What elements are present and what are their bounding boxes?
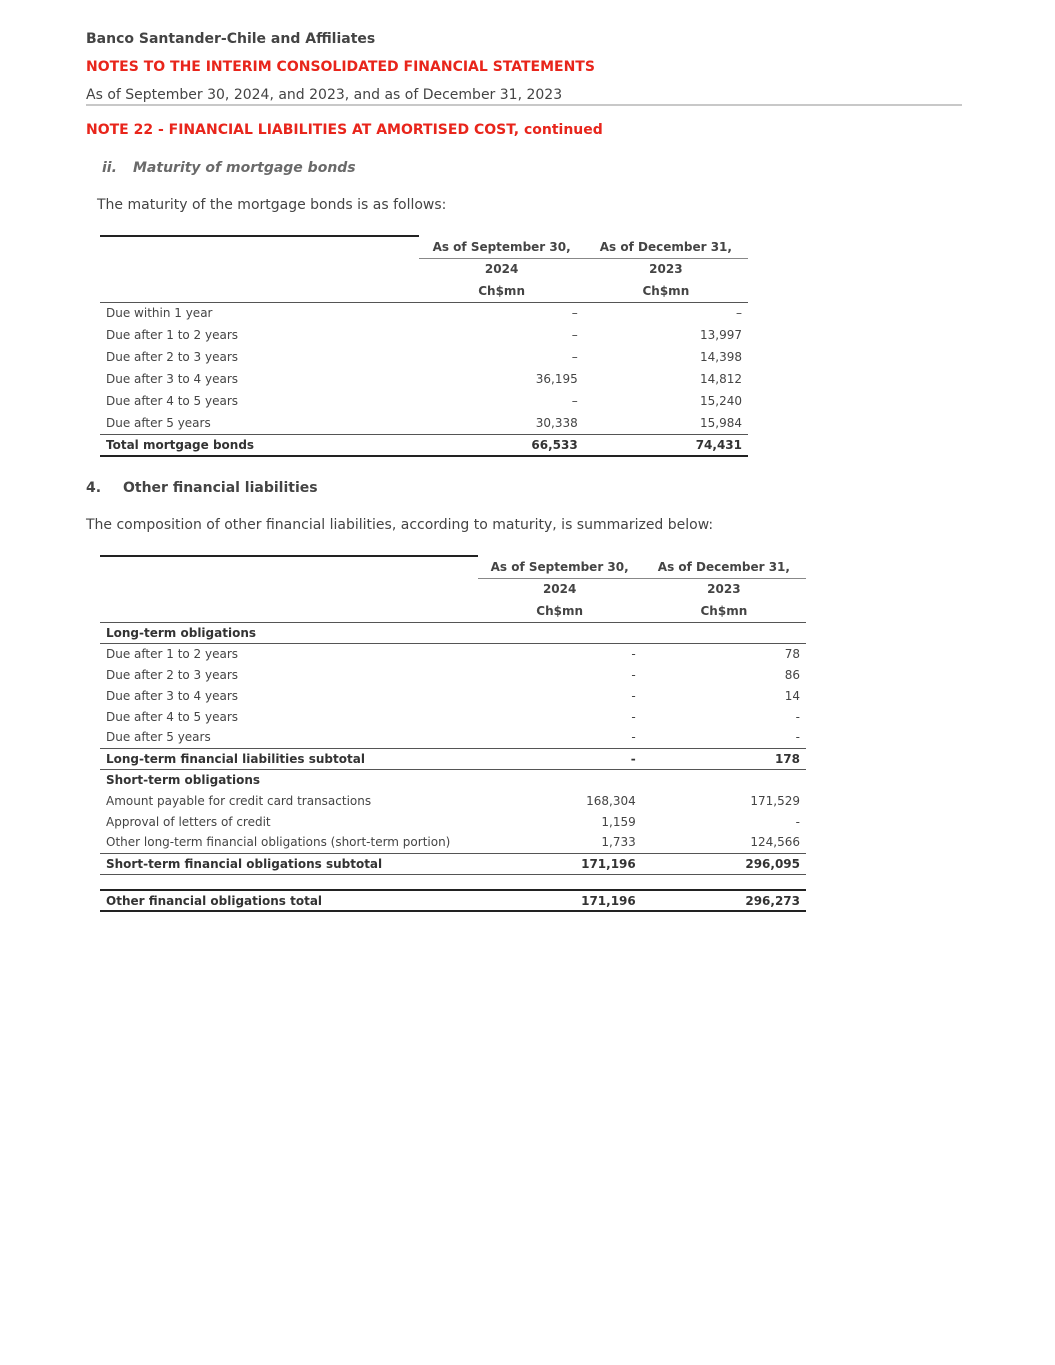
- row-value-2024: 30,338: [535, 415, 578, 430]
- row-value-2023: 124,566: [750, 835, 800, 850]
- col2-year: 2023: [584, 258, 748, 280]
- row-label: Amount payable for credit card transactions: [106, 793, 372, 808]
- table-row: [100, 706, 806, 727]
- row-label: Due after 4 to 5 years: [106, 709, 239, 724]
- total-value-2023: 74,431: [584, 434, 748, 456]
- row-value-2024: -: [631, 688, 636, 703]
- row-label: Due after 1 to 2 years: [106, 328, 239, 342]
- notes-title: NOTES TO THE INTERIM CONSOLIDATED FINANCIAL STATEMENTS: [86, 59, 595, 75]
- section-heading: [86, 480, 318, 496]
- total-value-2024: 66,533: [419, 434, 583, 456]
- table-row: [100, 302, 748, 324]
- reporting-dates: As of September 30, 2024, and 2023, and as of December 31, 2023: [86, 87, 563, 103]
- total-value-2023: 296,273: [642, 890, 806, 911]
- table-row: [100, 664, 806, 685]
- row-value-2023: –: [736, 306, 742, 321]
- total-row: [100, 890, 806, 911]
- row-value-2023: 14,398: [700, 350, 742, 364]
- col2-unit: Ch$mn: [642, 600, 806, 622]
- table-row: [100, 811, 806, 832]
- row-label: Due after 5 years: [106, 730, 211, 745]
- row-value-2023: 15,240: [700, 394, 742, 408]
- other-liabilities-intro: The composition of other financial liabilities, according to maturity, is summarized below:: [86, 517, 714, 533]
- group-heading-row: [100, 769, 806, 790]
- row-label: Due after 2 to 3 years: [106, 667, 239, 682]
- col1-unit: Ch$mn: [478, 600, 642, 622]
- row-value-2024: -: [631, 667, 636, 682]
- table-row: [100, 832, 806, 853]
- row-label: Due after 3 to 4 years: [106, 372, 239, 386]
- col2-unit: Ch$mn: [584, 280, 748, 302]
- col1-year: 2024: [478, 578, 642, 600]
- mortgage-subheading-text: Maturity of mortgage bonds: [133, 160, 356, 176]
- col2-year: 2023: [642, 578, 806, 600]
- other-financial-liabilities-table: [100, 555, 806, 912]
- section-heading-text: Other financial liabilities: [123, 480, 318, 496]
- company-name: Banco Santander-Chile and Affiliates: [86, 31, 376, 47]
- row-label: Other long-term financial obligations (short-term portion): [106, 835, 451, 850]
- row-value-2024: –: [571, 306, 578, 321]
- row-value-2024: -: [631, 730, 636, 745]
- row-value-2023: 13,997: [700, 328, 742, 342]
- col1-unit: Ch$mn: [419, 280, 583, 302]
- row-value-2024: –: [571, 394, 578, 408]
- row-value-2023: -: [795, 709, 800, 724]
- mortgage-subheading-numeral: ii.: [102, 160, 117, 176]
- row-value-2023: -: [795, 730, 800, 745]
- mortgage-bonds-table: [100, 235, 748, 457]
- mortgage-subheading: [102, 160, 356, 176]
- table-header-row: [100, 236, 748, 258]
- table-row: [100, 643, 806, 664]
- row-value-2023: 14: [784, 688, 800, 703]
- table-header-row: [100, 280, 748, 302]
- row-label: Due after 2 to 3 years: [106, 350, 239, 364]
- row-value-2024: –: [571, 350, 578, 364]
- row-value-2023: 15,984: [700, 415, 742, 430]
- row-label: Due after 1 to 2 years: [106, 646, 239, 661]
- table-row: [100, 727, 806, 748]
- row-value-2024: 36,195: [535, 372, 578, 386]
- subtotal-value-2023: 296,095: [642, 853, 806, 874]
- row-label: Due after 5 years: [106, 415, 211, 430]
- header-divider: [86, 104, 962, 106]
- row-label: Due after 3 to 4 years: [106, 688, 239, 703]
- subtotal-row: [100, 853, 806, 874]
- total-label: Other financial obligations total: [100, 890, 478, 911]
- row-value-2023: 86: [784, 667, 800, 682]
- row-value-2024: 1,733: [601, 835, 636, 850]
- row-value-2023: 14,812: [700, 372, 742, 386]
- spacer-row: [100, 874, 806, 890]
- table-row: [100, 390, 748, 412]
- row-label: Approval of letters of credit: [106, 814, 271, 829]
- row-value-2023: -: [795, 814, 800, 829]
- row-value-2024: -: [631, 646, 636, 661]
- group-heading-row: [100, 622, 806, 643]
- table-row: [100, 685, 806, 706]
- subtotal-label: Short-term financial obligations subtotal: [100, 853, 478, 874]
- table-row: [100, 368, 748, 390]
- col2-as-of: As of December 31,: [657, 559, 790, 574]
- total-label: Total mortgage bonds: [100, 434, 419, 456]
- table-header-row: [100, 600, 806, 622]
- row-value-2023: 78: [784, 646, 800, 661]
- total-row: [100, 434, 748, 456]
- row-value-2024: 168,304: [586, 793, 636, 808]
- row-value-2024: -: [631, 709, 636, 724]
- mortgage-intro: The maturity of the mortgage bonds is as follows:: [97, 197, 447, 213]
- row-value-2024: 1,159: [601, 814, 636, 829]
- subtotal-row: [100, 748, 806, 769]
- subtotal-label: Long-term financial liabilities subtotal: [100, 748, 478, 769]
- col2-as-of: As of December 31,: [599, 239, 732, 254]
- total-value-2024: 171,196: [478, 890, 642, 911]
- table-header-row: [100, 578, 806, 600]
- col1-as-of: As of September 30,: [432, 239, 571, 254]
- row-value-2024: –: [571, 328, 578, 342]
- section-heading-numeral: 4.: [86, 480, 102, 496]
- note-title: NOTE 22 - FINANCIAL LIABILITIES AT AMORTISED COST, continued: [86, 122, 603, 138]
- subtotal-value-2024: -: [478, 748, 642, 769]
- subtotal-value-2023: 178: [642, 748, 806, 769]
- row-label: Due after 4 to 5 years: [106, 394, 239, 408]
- table-header-row: [100, 258, 748, 280]
- table-row: [100, 412, 748, 434]
- table-row: [100, 346, 748, 368]
- long-term-heading: Long-term obligations: [100, 622, 478, 643]
- col1-year: 2024: [419, 258, 583, 280]
- table-row: [100, 790, 806, 811]
- row-label: Due within 1 year: [106, 306, 213, 321]
- short-term-heading: Short-term obligations: [106, 772, 261, 787]
- subtotal-value-2024: 171,196: [478, 853, 642, 874]
- row-value-2023: 171,529: [750, 793, 800, 808]
- table-header-row: [100, 556, 806, 578]
- table-row: [100, 324, 748, 346]
- col1-as-of: As of September 30,: [490, 559, 629, 574]
